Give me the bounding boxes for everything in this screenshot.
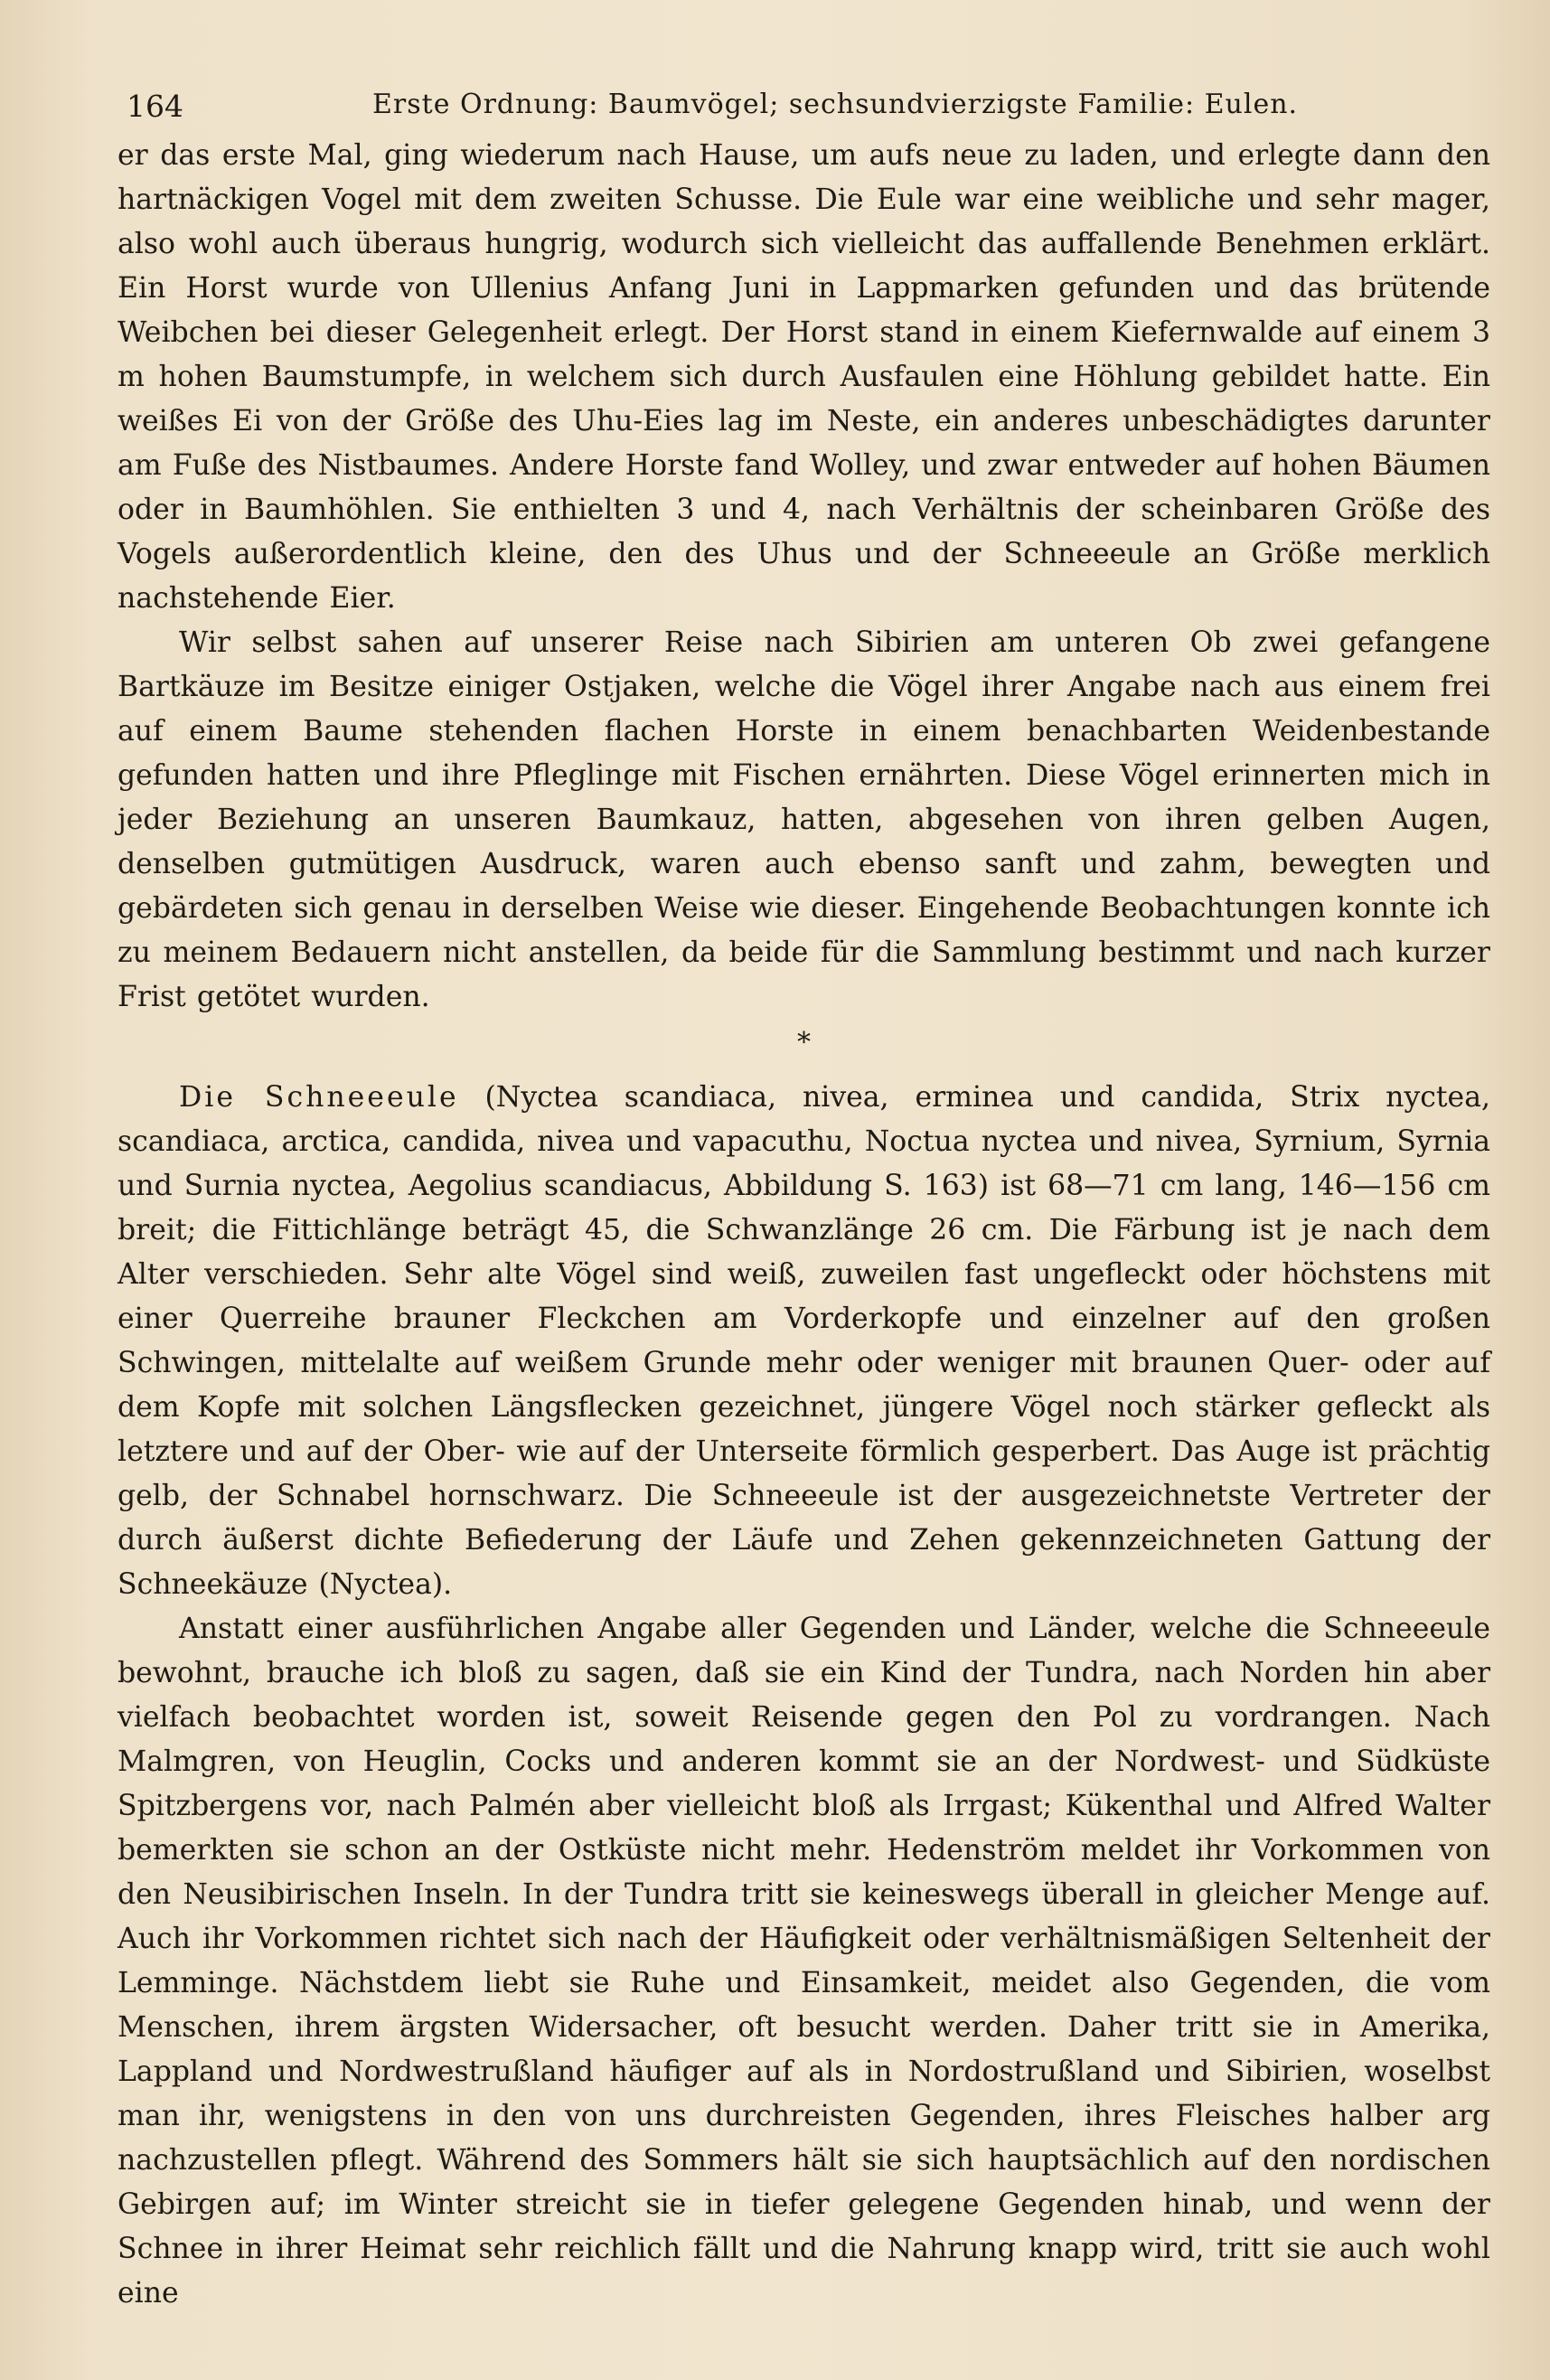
- running-title: Erste Ordnung: Baumvögel; sechsundvierzigste Familie: Eulen.: [372, 89, 1299, 120]
- species-heading: Die Schneeeule: [179, 1081, 459, 1114]
- page-number: 164: [127, 89, 183, 124]
- paragraph-4: Anstatt einer ausführlichen Angabe aller Gegenden und Länder, welche die Schneeeule bewohnt, brauche ich bloß zu sagen, daß sie ein Kind der Tundra, nach Norden hin aber vielfach beobachtet worden ist, soweit Reisende gegen den Pol zu vordrangen. Nach Malmgren, von Heuglin, Cocks und anderen kommt sie an der Nordwest- und Südküste Spitzbergens vor, nach Palmén aber vielleicht bloß als Irrgast; Kükenthal und Alfred Walter bemerkten sie schon an der Ostküste nicht mehr. Hedenström meldet ihr Vorkommen von den Neusibirischen Inseln. In der Tundra tritt sie keineswegs überall in gleicher Menge auf. Auch ihr Vorkommen richtet sich nach der Häufigkeit oder verhältnismäßigen Seltenheit der Lemminge. Nächstdem liebt sie Ruhe und Einsamkeit, meidet also Gegenden, die vom Menschen, ihrem ärgsten Widersacher, oft besucht werden. Daher tritt sie in Amerika, Lappland und Nordwestrußland häufiger auf als in Nordostrußland und Sibirien, woselbst man ihr, wenigstens in den von uns durchreisten Gegenden, ihres Fleisches halber arg nachzustellen pflegt. Während des Sommers hält sie sich hauptsächlich auf den nordischen Gebirgen auf; im Winter streicht sie in tiefer gelegene Gegenden hinab, und wenn der Schnee in ihrer Heimat sehr reichlich fällt und die Nahrung knapp wird, tritt sie auch wohl eine: [117, 1613, 1490, 2309]
- paragraph-3: [117, 1076, 1490, 1607]
- paragraph-1: er das erste Mal, ging wiederum nach Hause, um aufs neue zu laden, und erlegte dann den hartnäckigen Vogel mit dem zweiten Schusse. Die Eule war eine weibliche und sehr mager, also wohl auch überaus hungrig, wodurch sich vielleicht das auffallende Benehmen erklärt. Ein Horst wurde von Ullenius Anfang Juni in Lappmarken gefunden und das brütende Weibchen bei dieser Gelegenheit erlegt. Der Horst stand in einem Kiefernwalde auf einem 3 m hohen Baumstumpfe, in welchem sich durch Ausfaulen eine Höhlung gebildet hatte. Ein weißes Ei von der Größe des Uhu-Eies lag im Neste, ein anderes unbeschädigtes darunter am Fuße des Nistbaumes. Andere Horste fand Wolley, und zwar entweder auf hohen Bäumen oder in Baumhöhlen. Sie enthielten 3 und 4, nach Verhältnis der scheinbaren Größe des Vogels außerordentlich kleine, den des Uhus und der Schneeeule an Größe merklich nachstehende Eier.: [117, 139, 1490, 615]
- paragraph-2: Wir selbst sahen auf unserer Reise nach Sibirien am unteren Ob zwei gefangene Bartkäuze im Besitze einiger Ostjaken, welche die Vögel ihrer Angabe nach aus einem frei auf einem Baume stehenden flachen Horste in einem benachbarten Weidenbestande gefunden hatten und ihre Pfleglinge mit Fischen ernährten. Diese Vögel erinnerten mich in jeder Beziehung an unseren Baumkauz, hatten, abgesehen von ihren gelben Augen, denselben gutmütigen Ausdruck, waren auch ebenso sanft und zahm, bewegten und gebärdeten sich genau in derselben Weise wie dieser. Eingehende Beobachtungen konnte ich zu meinem Bedauern nicht anstellen, da beide für die Sammlung bestimmt und nach kurzer Frist getötet wurden.: [117, 626, 1490, 1013]
- paragraph-3-body: (Nyctea scandiaca, nivea, erminea und candida, Strix nyctea, scandiaca, arctica, candida, nivea und vapacuthu, Noctua nyctea und nivea, Syrnium, Syrnia und Surnia nyctea, Aegolius scandiacus, Abbildung S. 163) ist 68—71 cm lang, 146—156 cm breit; die Fittichlänge beträgt 45, die Schwanzlänge 26 cm. Die Färbung ist je nach dem Alter verschieden. Sehr alte Vögel sind weiß, zuweilen fast ungefleckt oder höchstens mit einer Querreihe brauner Fleckchen am Vorderkopfe und einzelner auf den großen Schwingen, mittelalte auf weißem Grunde mehr oder weniger mit braunen Quer- oder auf dem Kopfe mit solchen Längsflecken gezeichnet, jüngere Vögel noch stärker gefleckt als letztere und auf der Ober- wie auf der Unterseite förmlich gesperbert. Das Auge ist prächtig gelb, der Schnabel hornschwarz. Die Schneeeule ist der ausgezeichnetste Vertreter der durch äußerst dichte Befiederung der Läufe und Zehen gekennzeichneten Gattung der Schneekäuze (Nyctea).: [117, 1081, 1490, 1601]
- section-separator: *: [797, 1027, 811, 1058]
- page-header: [117, 80, 1490, 134]
